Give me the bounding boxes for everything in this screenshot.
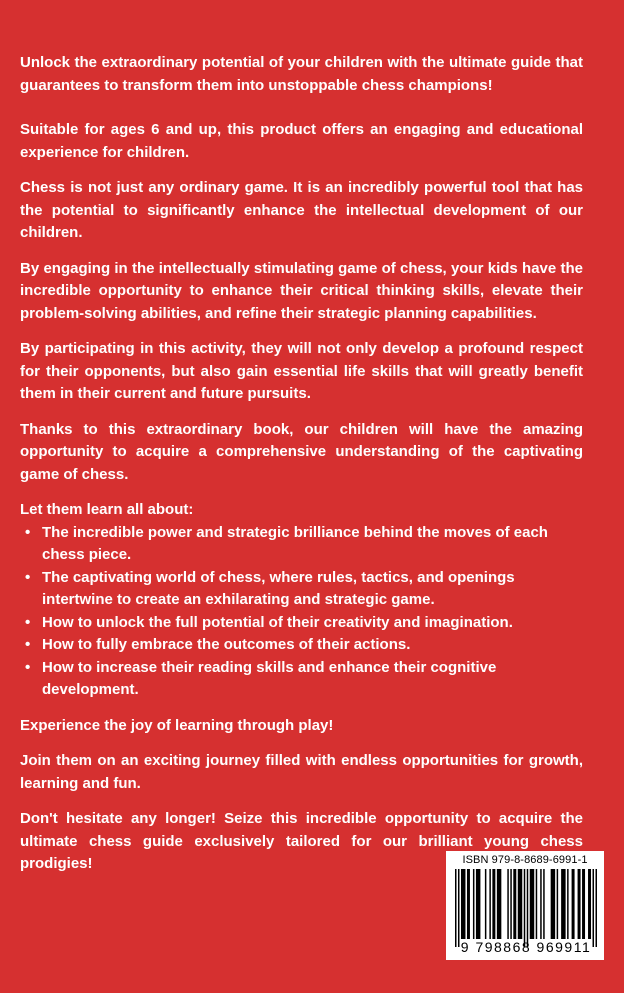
barcode-bar [510,869,511,939]
barcode-bar [518,869,522,939]
barcode-bar [476,869,480,939]
barcode-bar [530,869,534,939]
learn-list [20,522,583,702]
joy-paragraph: Experience the joy of learning through play! [20,716,334,734]
barcode-bar [492,869,495,939]
list-item: • How to fully embrace the outcomes of their actions. [20,634,583,657]
barcode-bar [485,869,486,939]
barcode-bar [572,869,575,939]
isbn-label: ISBN 979-8-8689-6991-1 [462,854,588,866]
barcode-bar [582,869,585,939]
barcode-bar [536,869,537,939]
barcode-bar [551,869,555,939]
barcode-bar [567,869,568,939]
respect-paragraph: By participating in this activity, they will not only develop a profound respect for their opponents, but also gain essential life skills that will greatly benefit them in their current and future pursuits. [20,340,583,402]
learn-heading: Let them learn all about: [20,501,194,518]
barcode-bar [467,869,470,939]
journey-paragraph: Join them on an exciting journey filled with endless opportunities for growth, learning and fun. [20,752,583,792]
barcode-bar [507,869,508,939]
barcode-bar [588,869,591,939]
barcode-bar [458,869,459,947]
list-item: • The incredible power and strategic brilliance behind the moves of each chess piece. [20,522,583,567]
barcode-bars [455,869,597,947]
book-paragraph: Thanks to this extraordinary book, our children will have the amazing opportunity to acquire a comprehensive understanding of the captivating game of chess. [20,420,583,483]
intro-paragraph: Unlock the extraordinary potential of your children with the ultimate guide that guarantees to transform them into unstoppable chess champions! [20,54,583,94]
isbn-barcode [446,851,604,960]
list-item: • How to unlock the full potential of their creativity and imagination. [20,612,583,635]
list-item: • The captivating world of chess, where rules, tactics, and openings intertwine to create an exhilarating and strategic game. [20,567,583,612]
barcode-bar [596,869,597,947]
description-text-block [20,52,583,889]
barcode-bar [561,869,565,939]
barcode-bar [543,869,544,939]
barcode-bar [513,869,516,939]
ages-paragraph: Suitable for ages 6 and up, this product offers an engaging and educational experience for children. [20,121,583,161]
barcode-digits: 9 798868 969911 [460,939,592,955]
list-item: • How to increase their reading skills and enhance their cognitive development. [20,657,583,702]
barcode-bar [489,869,490,939]
barcode-bar [473,869,474,939]
barcode-bar [497,869,501,939]
barcode-bar [557,869,558,939]
closing-paragraph: Don't hesitate any longer! Seize this incredible opportunity to acquire the ultimate chess guide exclusively tailored for our brilliant young chess prodigies! [20,810,583,872]
barcode-bar [455,869,456,947]
barcode-bar [578,869,581,939]
barcode-bar [527,869,528,947]
game-paragraph: Chess is not just any ordinary game. It is an incredibly powerful tool that has the potential to significantly enhance the intellectual development of our children. [20,179,583,241]
barcode-bar [524,869,525,947]
barcode-bar [593,869,594,947]
barcode-bar [461,869,465,939]
skills-paragraph: By engaging in the intellectually stimulating game of chess, your kids have the incredible opportunity to enhance their critical thinking skills, elevate their problem-solving abilities, and refine their strategic planning capabilities. [20,259,583,322]
barcode-bar [540,869,541,939]
